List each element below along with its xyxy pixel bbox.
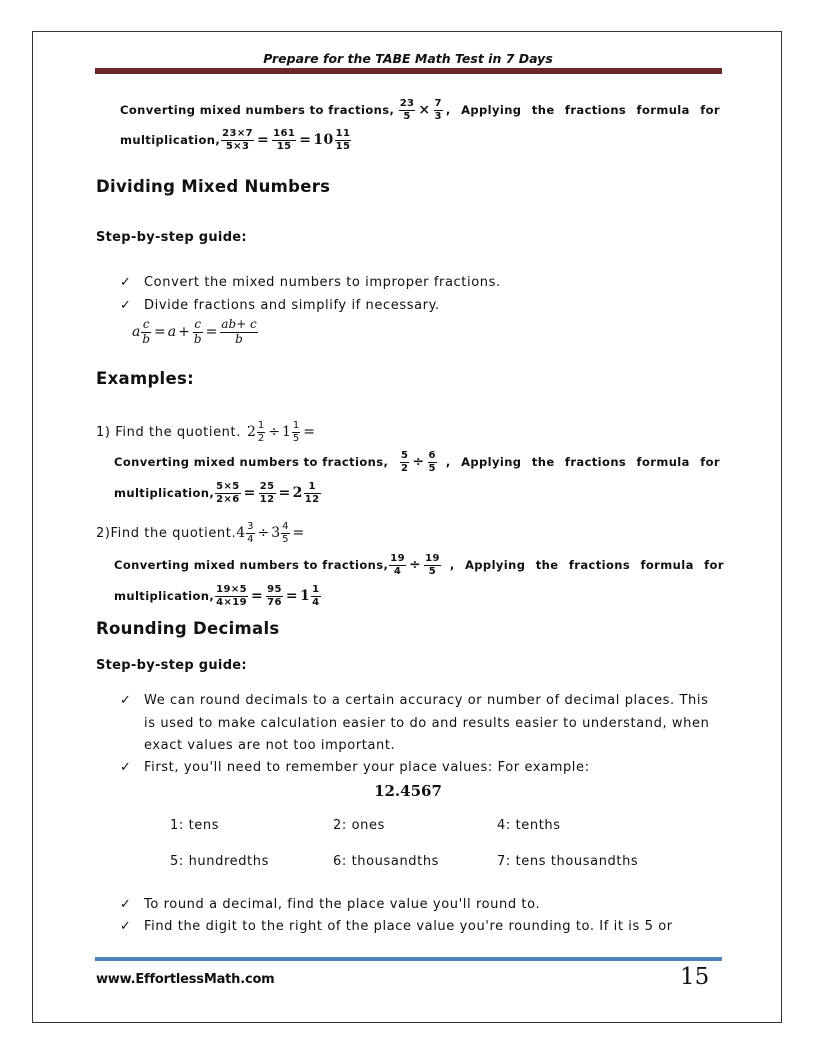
- fraction: $\frac{161}{15}$: [273, 128, 296, 152]
- bullet-line: We can round decimals to a certain accuracy or number of decimal places. This: [144, 693, 709, 708]
- fraction: $\frac{23}{5}$: [399, 98, 415, 122]
- intro-line-2: [120, 128, 352, 152]
- check-icon: ✓: [120, 760, 131, 775]
- example-1-multiplication: multiplication, $\frac{5\times 5}{2\times 6}$ = $\frac{25}{12}$ = 2 $\frac{1}{12}$: [114, 481, 320, 505]
- bullet-line: First, you'll need to remember your place values: For example:: [144, 760, 590, 775]
- example-2-multiplication: multiplication, $\frac{19\times 5}{4\times 19}$ = $\frac{95}{76}$ = 1 $\frac{1}{4}$: [114, 584, 320, 608]
- fraction: $\frac{23\times 7}{5\times 3}$: [222, 128, 253, 152]
- header-rule: [95, 68, 722, 74]
- intro-text: Converting mixed numbers to fractions,: [120, 103, 395, 117]
- step-item: Convert the mixed numbers to improper fractions.: [144, 275, 501, 290]
- equals-symbol: =: [299, 132, 312, 148]
- intro-tail: , Applying the fractions formula for: [445, 103, 720, 117]
- example-number: 12.4567: [374, 782, 442, 800]
- intro-mult-text: multiplication,: [120, 133, 221, 147]
- equals-symbol: =: [257, 132, 270, 148]
- example-2-conversion: Converting mixed numbers to fractions, $\frac{19}{4}$ ÷ $\frac{19}{5}$ , Applying the fractions formula for: [114, 553, 724, 577]
- fraction: $\frac{7}{3}$: [434, 98, 442, 122]
- page-number: 15: [680, 964, 710, 990]
- example-2-question: 2)Find the quotient. 4 $\frac{3}{4}$ ÷ 3 $\frac{4}{5}$ =: [96, 521, 305, 545]
- check-icon: ✓: [120, 275, 131, 290]
- step-guide-label: Step-by-step guide:: [96, 658, 247, 673]
- formula: a $\frac{c}{b}$ = a + $\frac{c}{b}$ = $\frac{ab+ c}{b}$: [132, 317, 257, 346]
- place-value: 5: hundredths: [170, 854, 269, 869]
- check-icon: ✓: [120, 919, 131, 934]
- place-value: 4: tenths: [497, 818, 561, 833]
- section-title-rounding: Rounding Decimals: [96, 619, 280, 638]
- examples-title: Examples:: [96, 369, 195, 388]
- example-1-conversion: Converting mixed numbers to fractions, $\frac{5}{2}$ ÷ $\frac{6}{5}$ , Applying the fractions formula for: [114, 450, 720, 474]
- bullet-line: Find the digit to the right of the place value you're rounding to. If it is 5 or: [144, 919, 673, 934]
- step-item: Divide fractions and simplify if necessary.: [144, 298, 440, 313]
- section-title-dividing: Dividing Mixed Numbers: [96, 177, 331, 196]
- bullet-line: exact values are not too important.: [144, 738, 396, 753]
- check-icon: ✓: [120, 298, 131, 313]
- example-1-question: 1) Find the quotient. 2 $\frac{1}{2}$ ÷ 1 $\frac{1}{5}$ =: [96, 420, 315, 444]
- header-title: Prepare for the TABE Math Test in 7 Days: [263, 51, 553, 66]
- bullet-line: is used to make calculation easier to do and results easier to understand, when: [144, 716, 710, 731]
- fraction: $\frac{11}{15}$: [335, 128, 351, 152]
- whole-number: 10: [313, 132, 334, 148]
- footer-rule: [95, 957, 722, 961]
- times-symbol: ×: [418, 102, 431, 118]
- place-value: 2: ones: [333, 818, 385, 833]
- footer-url[interactable]: www.EffortlessMath.com: [96, 972, 275, 987]
- place-value: 7: tens thousandths: [497, 854, 639, 869]
- check-icon: ✓: [120, 693, 131, 708]
- bullet-line: To round a decimal, find the place value you'll round to.: [144, 897, 541, 912]
- place-value: 6: thousandths: [333, 854, 440, 869]
- check-icon: ✓: [120, 897, 131, 912]
- place-value: 1: tens: [170, 818, 220, 833]
- step-guide-label: Step-by-step guide:: [96, 230, 247, 245]
- intro-line-1: [120, 98, 720, 122]
